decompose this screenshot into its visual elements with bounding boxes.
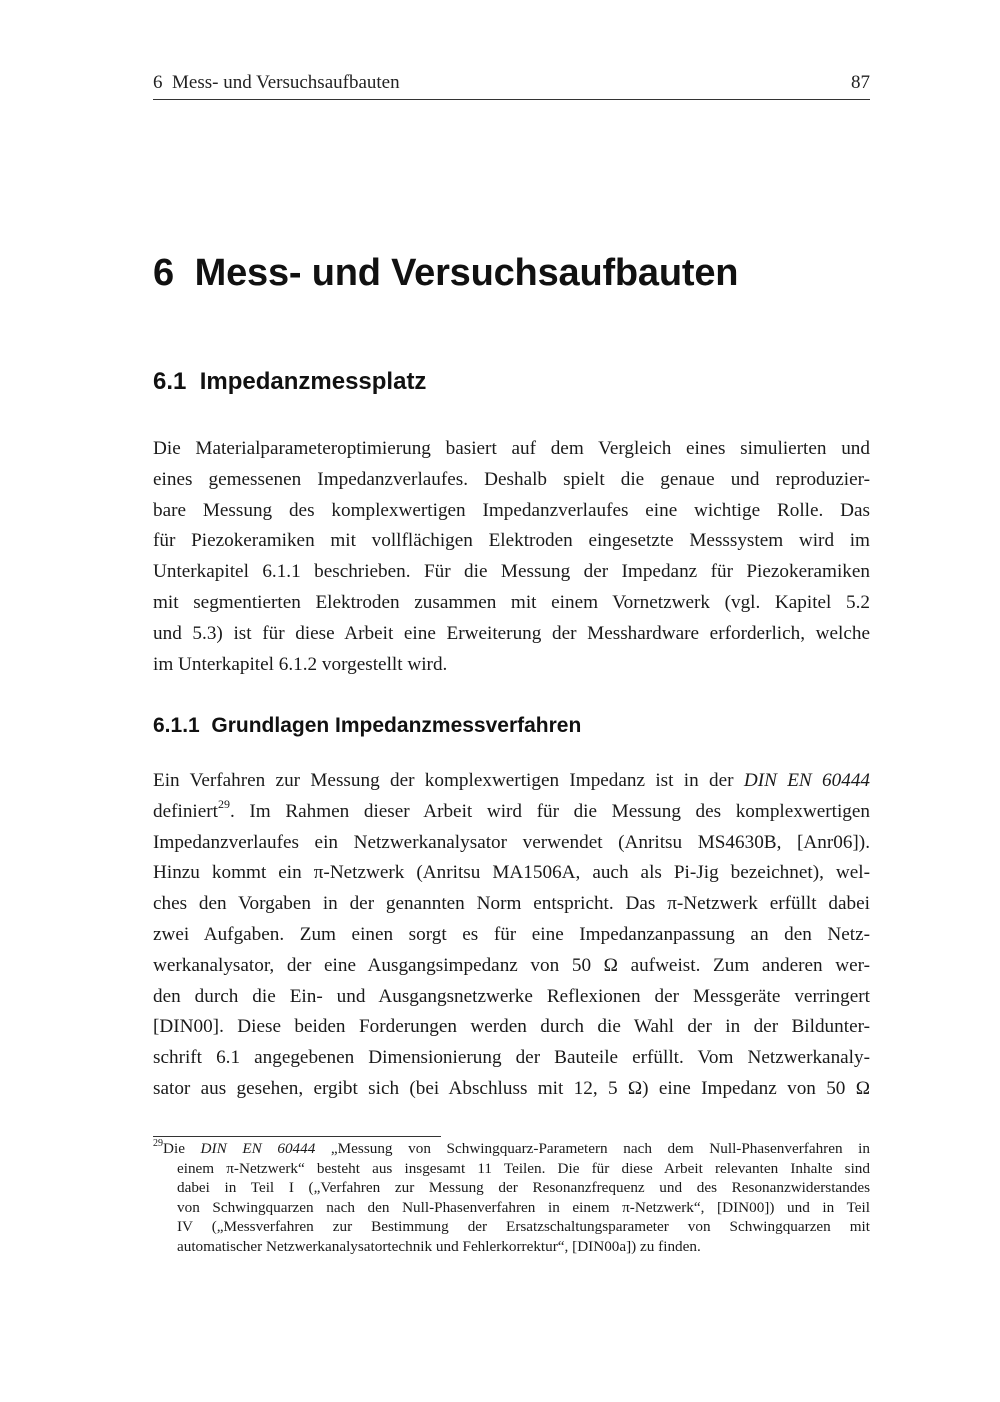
text-line <box>153 797 870 828</box>
text-line: und 5.3) ist für diese Arbeit eine Erweiterung der Messhardware erforderlich, welche <box>153 622 870 644</box>
text-run: Die <box>163 1140 201 1157</box>
norm-reference: DIN EN 60444 <box>743 770 871 791</box>
text-line: schrift 6.1 angegebenen Dimensionierung der Bauteile erfüllt. Vom Netzwerkanaly- <box>153 1047 870 1069</box>
footnote <box>153 1139 870 1256</box>
footnote-line: von Schwingquarzen nach den Null-Phasenverfahren in einem π-Netzwerk“, [DIN00]) und in Teil <box>177 1198 870 1216</box>
text-line: den durch die Ein- und Ausgangsnetzwerke Reflexionen der Messgeräte verringert <box>153 985 870 1007</box>
footnote-number: 29 <box>153 1137 163 1149</box>
running-header <box>153 72 870 94</box>
header-rule <box>153 99 870 100</box>
footnote-rule <box>153 1136 441 1137</box>
footnote-line: dabei in Teil I („Verfahren zur Messung der Resonanzfrequenz und des Resonanzwiderstandes <box>177 1179 870 1196</box>
chapter-title: 6 Mess- und Versuchsaufbauten <box>153 252 739 294</box>
text-line: werkanalysator, der eine Ausgangsimpedanz von 50 Ω aufweist. Zum anderen wer- <box>153 954 870 976</box>
text-line: im Unterkapitel 6.1.2 vorgestellt wird. <box>153 653 448 675</box>
text-line <box>153 766 870 797</box>
footnote-marker[interactable]: 29 <box>218 797 230 812</box>
footnote-line: IV („Messverfahren zur Bestimmung der Ersatzschaltungsparameter von Schwingquarzen mit <box>177 1218 870 1235</box>
text-line: Hinzu kommt ein π-Netzwerk (Anritsu MA1506A, auch als Pi-Jig bezeichnet), wel- <box>153 862 870 884</box>
text-line: für Piezokeramiken mit vollflächigen Elektroden eingesetzte Messsystem wird im <box>153 530 870 552</box>
text-line: zwei Aufgaben. Zum einen sorgt es für eine Impedanzanpassung an den Netz- <box>153 923 870 945</box>
subsection-title: 6.1.1 Grundlagen Impedanzmessverfahren <box>153 714 582 737</box>
text-line: eines gemessenen Impedanzverlaufes. Deshalb spielt die genaue und reproduzier- <box>153 468 870 490</box>
section-paragraph <box>153 434 870 680</box>
running-title: 6 Mess- und Versuchsaufbauten <box>153 72 400 93</box>
text-line: Unterkapitel 6.1.1 beschrieben. Für die Messung der Impedanz für Piezokeramiken <box>153 561 870 583</box>
norm-reference: DIN EN 60444 <box>200 1140 316 1157</box>
footnote-line: einem π-Netzwerk“ besteht aus insgesamt 11 Teilen. Die für diese Arbeit relevanten Inhalte sind <box>177 1159 870 1177</box>
page-number: 87 <box>851 72 870 93</box>
text-line: bare Messung des komplexwertigen Impedanzverlaufes eine wichtige Rolle. Das <box>153 499 870 521</box>
text-run: Ein Verfahren zur Messung der komplexwertigen Impedanz ist in der <box>153 770 744 791</box>
footnote-line: automatischer Netzwerkanalysatortechnik und Fehlerkorrektur“, [DIN00a]) zu finden. <box>177 1237 701 1255</box>
text-line: Die Materialparameteroptimierung basiert auf dem Vergleich eines simulierten und <box>153 438 870 459</box>
footnote-line <box>153 1139 870 1159</box>
section-title: 6.1 Impedanzmessplatz <box>153 368 427 395</box>
text-run: „Messung von Schwingquarz-Parametern nach dem Null-Phasenverfahren in <box>315 1140 870 1157</box>
text-run: . Im Rahmen dieser Arbeit wird für die Messung des komplexwertigen <box>230 800 870 822</box>
text-line: ches den Vorgaben in der genannten Norm entspricht. Das π-Netzwerk erfüllt dabei <box>153 893 870 915</box>
text-run: definiert <box>153 800 218 822</box>
text-line: Impedanzverlaufes ein Netzwerkanalysator verwendet (Anritsu MS4630B, [Anr06]). <box>153 831 870 853</box>
text-line: sator aus gesehen, ergibt sich (bei Abschluss mit 12, 5 Ω) eine Impedanz von 50 Ω <box>153 1077 870 1099</box>
text-line: mit segmentierten Elektroden zusammen mit einem Vornetzwerk (vgl. Kapitel 5.2 <box>153 591 870 613</box>
subsection-paragraph <box>153 766 870 1105</box>
text-line: [DIN00]. Diese beiden Forderungen werden durch die Wahl der in der Bildunter- <box>153 1016 870 1038</box>
